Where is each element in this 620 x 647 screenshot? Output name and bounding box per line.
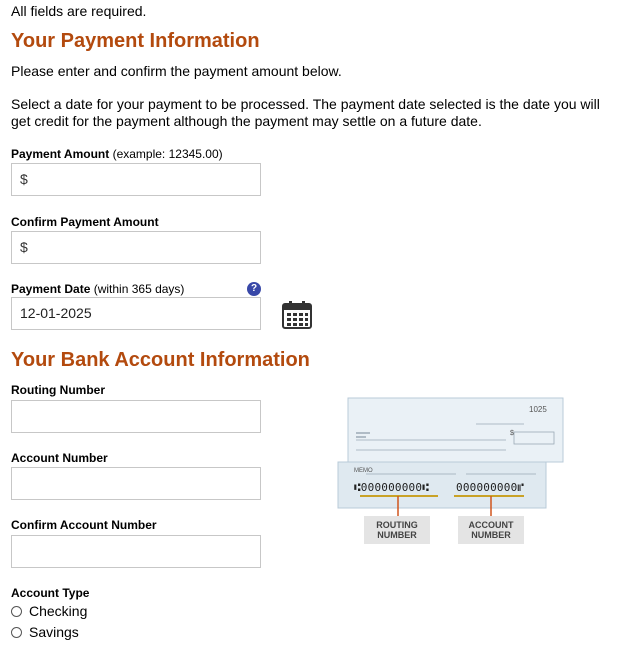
payment-amount-hint: (example: 12345.00) [112, 147, 223, 161]
account-caption-line2: NUMBER [471, 530, 511, 540]
account-number-label-text: Account Number [11, 451, 108, 465]
check-memo-label: MEMO [354, 468, 373, 474]
account-number-input[interactable] [11, 467, 261, 500]
payment-date-note: Select a date for your payment to be processed. The payment date selected is the date you will get credit for the payment although the payment may settle on a future date. [11, 96, 600, 129]
payment-amount-label [11, 147, 223, 161]
confirm-account-number-label [11, 518, 157, 532]
payment-date-hint: (within 365 days) [93, 282, 185, 296]
calendar-icon-graphic [282, 300, 312, 329]
check-dollar-sign: $ [510, 430, 514, 437]
account-type-label-text: Account Type [11, 586, 90, 600]
routing-number-label [11, 383, 105, 397]
payment-amount-input[interactable]: $ [11, 163, 261, 196]
savings-label: Savings [29, 624, 79, 640]
checking-radio[interactable] [11, 606, 22, 617]
calendar-icon[interactable] [282, 300, 312, 329]
confirm-payment-amount-label [11, 215, 159, 229]
routing-digits: ⑆000000000⑆ [354, 481, 430, 494]
payment-section-heading: Your Payment Information [11, 30, 260, 52]
required-notice: All fields are required. [11, 3, 147, 19]
question-circle-icon[interactable]: ? [247, 282, 261, 296]
routing-caption-line2: NUMBER [377, 530, 417, 540]
payment-intro-text: Please enter and confirm the payment amount below. [11, 63, 342, 79]
account-type-checking-option[interactable] [11, 603, 87, 620]
account-digits: 000000000⑈ [456, 481, 525, 494]
routing-number-label-text: Routing Number [11, 383, 105, 397]
payment-date-label-text: Payment Date [11, 282, 91, 296]
account-type-label [11, 586, 89, 600]
routing-caption-line1: ROUTING [376, 520, 418, 530]
routing-number-caption [364, 516, 430, 544]
account-number-label [11, 451, 108, 465]
checking-label: Checking [29, 603, 88, 619]
check-number: 1025 [529, 405, 547, 414]
payment-amount-label-text: Payment Amount [11, 147, 110, 161]
account-caption-line1: ACCOUNT [468, 520, 514, 530]
confirm-payment-amount-label-text: Confirm Payment Amount [11, 215, 159, 229]
confirm-account-number-label-text: Confirm Account Number [11, 518, 157, 532]
account-type-savings-option[interactable] [11, 624, 79, 641]
confirm-account-number-input[interactable] [11, 535, 261, 568]
payment-date-input[interactable]: 12-01-2025 [11, 297, 261, 330]
confirm-payment-amount-input[interactable]: $ [11, 231, 261, 264]
savings-radio[interactable] [11, 627, 22, 638]
check-illustration [336, 396, 566, 544]
bank-section-heading: Your Bank Account Information [11, 349, 310, 371]
account-number-caption [458, 516, 524, 544]
routing-number-input[interactable] [11, 400, 261, 433]
payment-date-label [11, 282, 184, 296]
